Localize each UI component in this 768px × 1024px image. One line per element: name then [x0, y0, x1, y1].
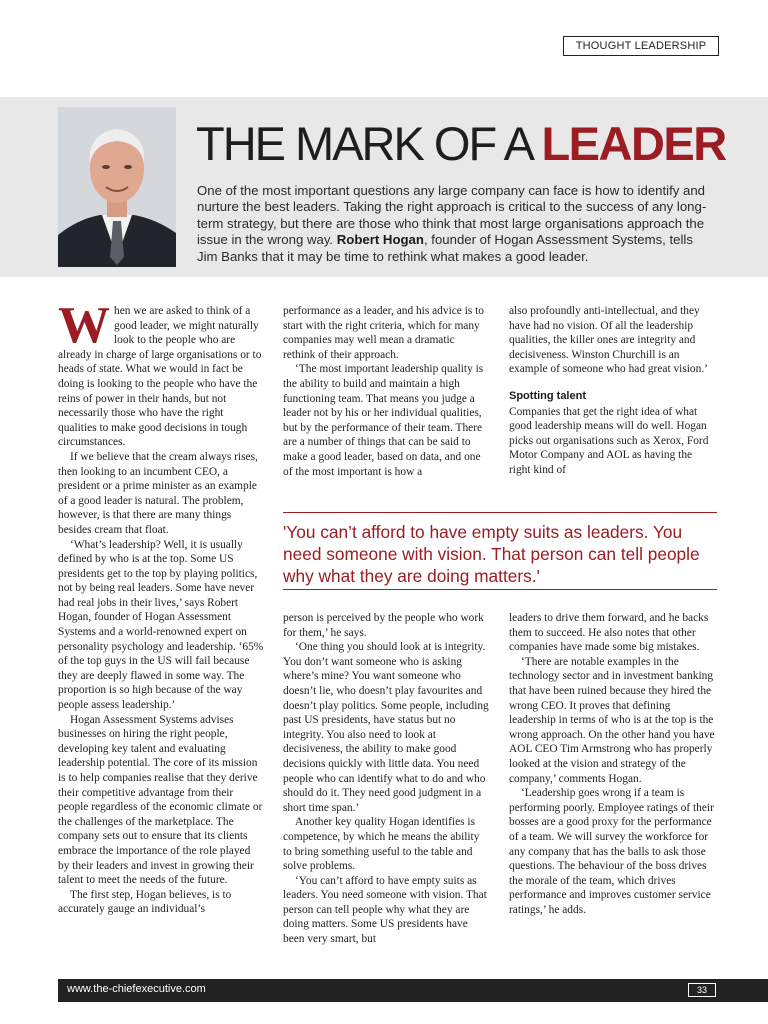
article-column-1 [58, 297, 264, 917]
paragraph: leaders to drive them forward, and he backs them to succeed. He also notes that other companies have made some big mistakes. [509, 612, 709, 654]
paragraph: also profoundly anti-intellectual, and they have had no vision. Of all the leadership qualities, the killer ones are integrity and decisiveness. Winston Churchill is an example of someone who had great vision.’ [509, 305, 708, 376]
portrait-image [58, 107, 176, 267]
paragraph: ‘There are notable examples in the technology sector and in investment banking that have been ruined because they hired the wrong CEO. It proves that defining leadership in terms of who is at the top is the wrong approach. On the other hand you have AOL CEO Tim Armstrong who has properly looked at the vision and strategy of the company,’ comments Hogan. [509, 655, 715, 785]
section-tag: THOUGHT LEADERSHIP [563, 36, 719, 56]
paragraph: ‘Leadership goes wrong if a team is performing poorly. Employee ratings of their bosses are a good proxy for the performance of a team. We will survey the workforce for any company that has the balls to ask those questions. The behaviour of the boss drives the morale of the team, which drives performance and improves customer service ratings,’ he adds. [509, 787, 714, 916]
standfirst-name: Robert Hogan [336, 232, 424, 248]
title-main: THE MARK OF A [196, 117, 542, 170]
pull-quote [283, 512, 717, 590]
article-column-3-bottom [509, 611, 715, 917]
footer-bar [58, 979, 768, 1002]
article-column-2-top [283, 304, 489, 479]
standfirst [197, 183, 717, 265]
title-accent: LEADER [541, 117, 726, 170]
paragraph: Another key quality Hogan identifies is competence, by which he means the ability to bring something useful to the table and solve problems. [283, 816, 480, 873]
paragraph: When we are asked to think of a good leader, we might naturally look to the people who are already in charge of large organisations or to heads of state. What we would in fact be doing is looking to the people who have the reins of power in their hands, but not necessarily those who have the right qualities to make good decisions in tough circumstances. [58, 297, 262, 449]
standfirst-outro: , founder of Hogan Assessment Systems, tells Jim Banks that it may be time to rethink what makes a good leader. [197, 232, 693, 264]
paragraph: Hogan Assessment Systems advises businesses on hiring the right people, developing key talent and evaluating leadership potential. The core of its mission is to help companies realise that they derive their competitive advantage from their people regardless of the economic climate or the challenges of the marketplace. The company sets out to ensure that its clients embrace the importance of the role played by their leaders and invest in growing their talent to meet the needs of the future. [58, 713, 263, 887]
article-column-3-top [509, 304, 715, 478]
paragraph: If we believe that the cream always rises, then looking to an incumbent CEO, a president or a prime minister as an example of a good leader is natural. The problem, however, is that there are many things besides cream that float. [58, 450, 258, 536]
pull-quote-text: 'You can’t afford to have empty suits as leaders. You need someone with vision. That person can tell people why what they are doing matters.' [283, 522, 700, 586]
paragraph: ‘You can’t afford to have empty suits as leaders. You need someone with vision. That person can tell people why what they are doing matters. Some US presidents have been very smart, but [283, 874, 487, 946]
paragraph: performance as a leader, and his advice is to start with the right criteria, which for many companies may well mean a dramatic rethink of their approach. [283, 305, 485, 361]
article-title [196, 114, 726, 174]
article-column-2-bottom [283, 611, 489, 947]
paragraph: ‘The most important leadership quality is the ability to build and maintain a high functioning team. That means you judge a leader not by his or her individual qualities, but by the performance of their team. There are a number of things that can be said to make a good leader, based on data, and one of the most important is how a [283, 363, 484, 478]
paragraph: person is perceived by the people who work for them,’ he says. [283, 612, 484, 639]
paragraph: ‘One thing you should look at is integrity. You don’t want someone who is asking where’s mine? You want someone who doesn’t lie, who doesn’t play favourites and doesn’t play politics. Some people, including past US presidents, have status but no integrity. You also need to look at decisiveness, the ability to make good decisions quickly with little data. You need people who can identify what to do and who should do it. They need good judgment in a short time span.’ [283, 641, 489, 814]
page-number: 33 [688, 983, 716, 997]
standfirst-intro: One of the most important questions any large company can face is how to identify and nurture the best leaders. Taking the right approach is critical to the success of any long-term strategy, but there are those who think that most large organisations approach the issue in the wrong way. [197, 183, 707, 248]
paragraph: ‘What’s leadership? Well, it is usually defined by who is at the top. Some US presidents get to the top by playing politics, not by being real leaders. Some have never had real jobs in their lives,’ says Robert Hogan, founder of Hogan Assessment Systems and a world-renowned expert on personality psychology and leadership. ‘65% of the top guys in the US will fail because they are deeply flawed in some way. The proportion is so high because of the way people assess leadership.’ [58, 538, 264, 712]
subheading: Spotting talent [509, 389, 586, 402]
footer-url: www.the-chiefexecutive.com [67, 983, 206, 995]
paragraph: Companies that get the right idea of what good leadership means will do well. Hogan picks out organisations such as Xerox, Ford Motor Company and AOL as having the right kind of [509, 405, 709, 476]
author-portrait [58, 107, 176, 267]
paragraph: The first step, Hogan believes, is to accurately gauge an individual’s [58, 888, 232, 916]
drop-cap: W [58, 297, 110, 354]
